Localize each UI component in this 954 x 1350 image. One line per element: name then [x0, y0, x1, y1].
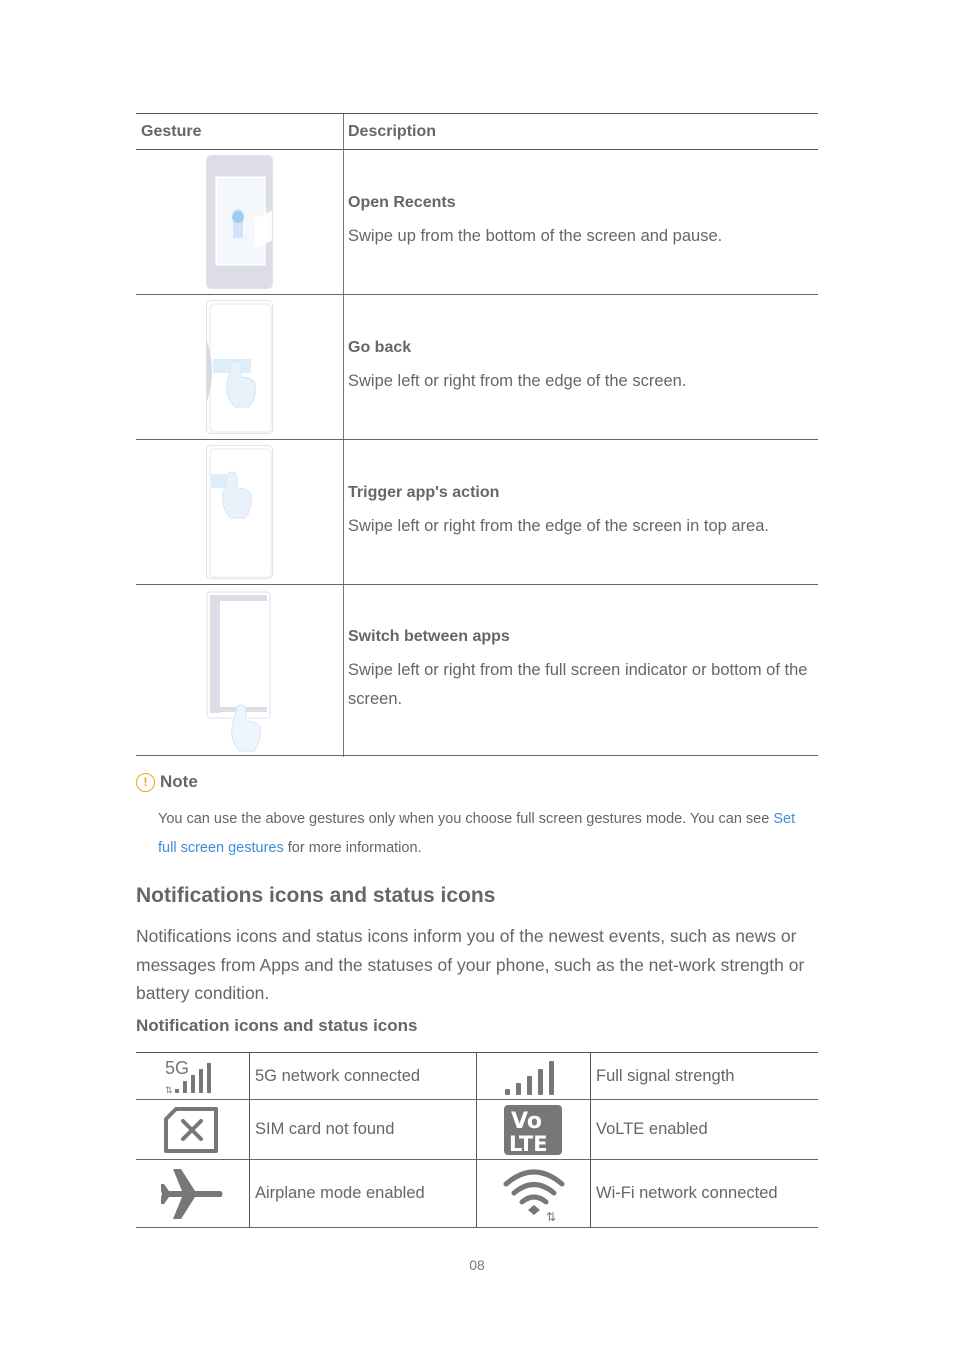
section-subtitle: Notification icons and status icons	[136, 1016, 418, 1035]
status-label: VoLTE enabled	[596, 1120, 708, 1138]
note-text-before: You can use the above gestures only when you choose full screen gestures mode. You can see	[158, 811, 774, 827]
table-row	[136, 585, 818, 756]
svg-text:⇅: ⇅	[545, 1209, 556, 1224]
status-label: 5G network connected	[255, 1067, 421, 1085]
gesture-description: Swipe left or right from the full screen indicator or bottom of the screen.	[348, 661, 808, 708]
gesture-description: Swipe left or right from the edge of the screen in top area.	[348, 517, 769, 535]
gesture-title: Open Recents	[348, 194, 456, 211]
swipe-up-pause-icon	[206, 155, 273, 289]
volte-glyph-top: Vo	[510, 1108, 542, 1134]
column-divider	[249, 1052, 250, 1228]
set-full-screen-gestures-link[interactable]: Set full screen gestures	[158, 811, 796, 856]
table-row	[136, 440, 818, 585]
status-icons-table	[136, 1052, 818, 1228]
status-label: SIM card not found	[255, 1120, 395, 1138]
wifi-icon	[477, 1160, 590, 1227]
gesture-description: Swipe left or right from the edge of the screen.	[348, 372, 687, 390]
column-divider	[590, 1052, 591, 1228]
status-label: Full signal strength	[596, 1067, 735, 1085]
swipe-bottom-indicator-icon	[206, 591, 273, 719]
note-heading	[136, 772, 198, 792]
table-bottom-rule	[136, 1227, 818, 1228]
signal-strength-icon	[477, 1054, 590, 1099]
note-text-after: for more information.	[283, 840, 422, 856]
header-description: Description	[348, 123, 437, 140]
svg-text:⇅: ⇅	[164, 1084, 173, 1095]
section-title: Notifications icons and status icons	[136, 884, 496, 907]
info-icon: !	[136, 773, 155, 792]
swipe-edge-icon	[206, 300, 273, 434]
page-number: 08	[469, 1257, 485, 1273]
airplane-icon	[136, 1160, 249, 1227]
gesture-description: Swipe up from the bottom of the screen and pause.	[348, 227, 723, 245]
5g-network-icon	[136, 1054, 249, 1099]
gesture-title: Switch between apps	[348, 628, 510, 645]
note-body	[158, 805, 808, 863]
gesture-title: Trigger app's action	[348, 484, 500, 501]
header-gesture: Gesture	[141, 123, 202, 140]
section-body: Notifications icons and status icons inform you of the newest events, such as news or messages from Apps and the statuses of your phone, such as the net-work strength or battery condition.	[136, 926, 805, 1003]
gesture-title: Go back	[348, 339, 412, 356]
table-row	[136, 150, 818, 295]
table-top-rule	[136, 1052, 818, 1053]
status-label: Wi-Fi network connected	[596, 1184, 778, 1202]
table-row	[136, 295, 818, 440]
sim-not-found-icon	[136, 1100, 249, 1159]
status-label: Airplane mode enabled	[255, 1184, 425, 1202]
volte-glyph-bottom: LTE	[508, 1131, 548, 1156]
table-header	[136, 114, 818, 150]
5g-glyph: 5G	[164, 1057, 189, 1078]
note-title: Note	[160, 772, 198, 791]
swipe-edge-top-icon	[206, 445, 273, 579]
volte-icon	[477, 1100, 590, 1159]
